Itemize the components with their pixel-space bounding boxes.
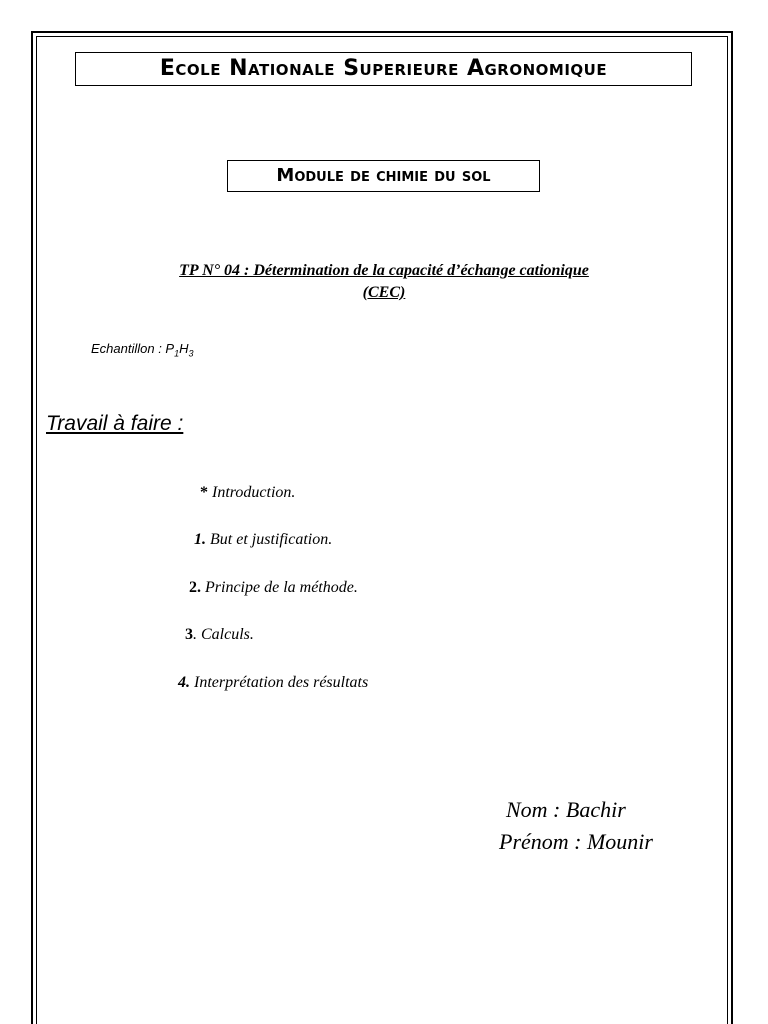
module-title: Module de chimie du sol	[227, 160, 540, 192]
sample-mid: H	[179, 341, 189, 356]
todo-text: Introduction.	[208, 484, 296, 501]
todo-item-principe	[189, 579, 358, 597]
student-nom: Nom : Bachir	[506, 797, 626, 822]
todo-marker: 4.	[178, 674, 190, 691]
student-prenom: Prénom : Mounir	[499, 829, 653, 854]
todo-heading: Travail à faire :	[46, 412, 184, 435]
todo-item-introduction	[200, 484, 295, 502]
todo-text: Interprétation des résultats	[190, 674, 369, 691]
sample-prefix: Echantillon : P	[91, 341, 175, 356]
todo-marker: 3	[185, 626, 193, 643]
todo-text: Principe de la méthode.	[201, 579, 358, 596]
todo-item-interpretation	[178, 674, 368, 692]
sample-subscript-2: 3	[188, 348, 194, 359]
todo-text: . Calculs.	[193, 626, 254, 643]
sample-subscript-1: 1	[174, 348, 180, 359]
school-title: Ecole Nationale Superieure Agronomique	[75, 52, 692, 86]
todo-marker: 2.	[189, 579, 201, 596]
todo-marker: *	[200, 484, 208, 501]
tp-title	[90, 260, 678, 304]
tp-title-line-1: TP N° 04 : Détermination de la capacité d’échange cationique	[179, 262, 589, 279]
todo-marker: 1.	[194, 531, 206, 548]
sample-label	[91, 341, 194, 359]
todo-text: But et justification.	[206, 531, 333, 548]
tp-title-line-2: (CEC)	[362, 284, 406, 301]
todo-item-but	[194, 531, 332, 549]
todo-item-calculs	[185, 626, 254, 644]
